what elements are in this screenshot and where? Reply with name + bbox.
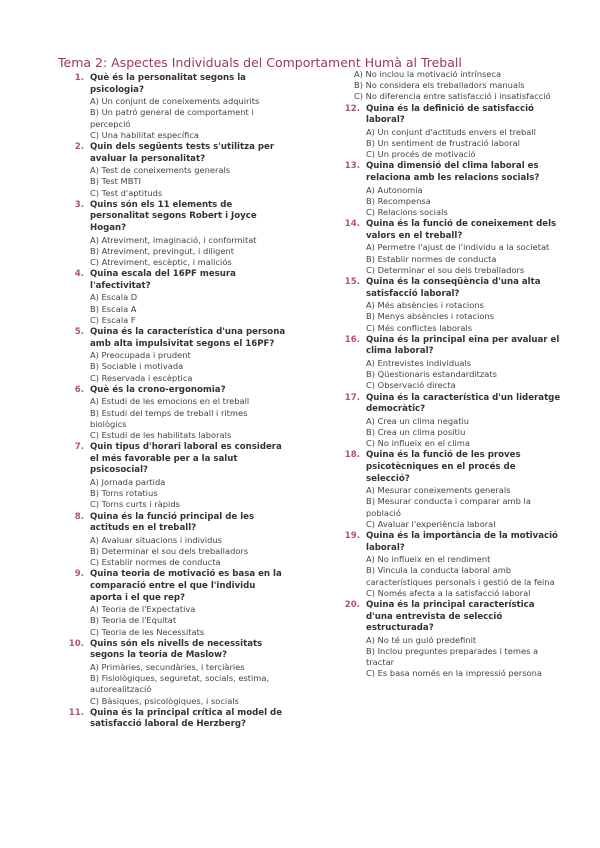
- question-body: [366, 104, 562, 161]
- answer-option: B) Menys absències i rotacions: [366, 311, 495, 322]
- question-item: [58, 269, 286, 326]
- question-body: [90, 142, 286, 199]
- question-body: [366, 219, 562, 276]
- answer-option: B) Escala A: [90, 303, 137, 314]
- question-body: [366, 277, 562, 334]
- question-continuation: [334, 69, 562, 103]
- question-text: Quins són els 11 elements de personalitat segons Robert i Joyce Hogan?: [90, 199, 257, 233]
- right-column: [334, 69, 562, 681]
- question-body: [366, 335, 562, 392]
- answer-option: A) Entrevistes individuals: [366, 357, 472, 368]
- question-text: Quins són els nivells de necessitats segons la teoria de Maslow?: [90, 638, 263, 661]
- answer-option: B) Crea un clima positiu: [366, 426, 466, 437]
- answer-option: A) Autonomia: [366, 184, 423, 195]
- answer-option: C) Teoria de les Necessitats: [90, 626, 205, 637]
- question-number: 18.: [344, 450, 360, 461]
- answer-option: C) Escala F: [90, 314, 136, 325]
- answer-option: B) Teoria de l'Equitat: [90, 615, 177, 626]
- answer-option: C) Determinar el sou dels treballadors: [366, 264, 525, 275]
- question-text: Quina és la funció de coneixement dels valors en el treball?: [366, 219, 557, 241]
- question-number: 6.: [74, 384, 84, 395]
- question-body: [90, 200, 286, 268]
- answer-option: A) Jornada partida: [90, 476, 166, 487]
- question-text: Quina és la característica d'una persona amb alta impulsivitat segons el 16PF?: [90, 326, 286, 349]
- answer-option: B) No considera els treballadors manuals: [354, 80, 525, 91]
- answer-option: C) Més conflictes laborals: [366, 322, 473, 333]
- answer-option: A) Preocupada i prudent: [90, 350, 191, 361]
- question-number: 8.: [74, 511, 84, 522]
- question-text: Quina és la definició de satisfacció laboral?: [366, 103, 534, 126]
- answer-option: C) Avaluar l'experiència laboral: [366, 518, 496, 529]
- answer-option: C) Observació directa: [366, 380, 456, 391]
- question-body: [90, 639, 286, 707]
- question-text: Quin dels següents tests s'utilitza per avaluar la personalitat?: [90, 142, 275, 164]
- answer-option: C) Reservada i escèptica: [90, 372, 193, 383]
- question-number: 5.: [74, 326, 84, 337]
- question-text: Quina dimensió del clima laboral es relaciona amb les relacions socials?: [366, 161, 540, 183]
- question-text: Quina és la conseqüència d'una alta satisfacció laboral?: [366, 277, 541, 299]
- question-text: Quina és la característica d'un lideratge democràtic?: [366, 392, 561, 415]
- question-body: [90, 512, 286, 569]
- question-item: [334, 219, 562, 276]
- question-body: [366, 161, 562, 218]
- question-text: Quin tipus d'horari laboral es considera el més favorable per a la salut psicosocial?: [90, 442, 282, 476]
- answer-option: A) Crea un clima negatiu: [366, 415, 470, 426]
- question-item: [334, 104, 562, 161]
- answer-option: B) Sociable i motivada: [90, 361, 184, 372]
- answer-option: B) Qüestionaris estandarditzats: [366, 369, 497, 380]
- answer-option: A) Teoria de l'Expectativa: [90, 604, 196, 615]
- answer-option: A) No té un guió predefinit: [366, 634, 477, 645]
- question-number: 9.: [74, 569, 84, 580]
- answer-option: A) Mesurar coneixements generals: [366, 485, 511, 496]
- answer-option: C) Un procés de motivació: [366, 149, 476, 160]
- answer-option: B) Atreviment, previngut, i diligent: [90, 245, 235, 256]
- answer-option: A) No inclou la motivació intrínseca: [354, 69, 502, 79]
- question-number: 4.: [74, 269, 84, 280]
- question-item: [334, 161, 562, 218]
- answer-option: C) Relacions socials: [366, 207, 448, 217]
- document-title: Tema 2: Aspectes Individuals del Comportament Humà al Treball: [58, 55, 462, 70]
- question-body: [90, 73, 286, 141]
- answer-option: A) Test de coneixements generals: [90, 165, 231, 176]
- answer-option: C) Test d'aptituds: [90, 187, 163, 198]
- answer-option: B) Establir normes de conducta: [366, 253, 497, 264]
- question-item: [334, 600, 562, 680]
- question-item: [58, 327, 286, 384]
- answer-option: B) Mesurar conducta i comparar amb la població: [366, 496, 531, 518]
- question-item: [58, 708, 286, 731]
- question-item: [58, 142, 286, 199]
- question-item: [58, 569, 286, 637]
- answer-option: C) Bàsiques, psicològiques, i socials: [90, 695, 239, 706]
- answer-option: A) Atreviment, imaginació, i conformitat: [90, 234, 257, 245]
- question-text: Quina teoria de motivació es basa en la comparació entre el que l'individu aporta i el que rep?: [90, 569, 282, 603]
- answer-option: C) Estudi de les habilitats laborals: [90, 429, 232, 440]
- answer-option: B) Torns rotatius: [90, 488, 158, 499]
- answer-option: B) Recompensa: [366, 195, 431, 206]
- answer-option: A) Escala D: [90, 292, 138, 303]
- question-item: [334, 531, 562, 599]
- question-body: [90, 708, 286, 731]
- question-text: Quina és la principal crítica al model de satisfacció laboral de Herzberg?: [90, 707, 283, 730]
- question-body: [90, 385, 286, 441]
- question-text: Quina és la funció de les proves psicotècniques en el procés de selecció?: [366, 450, 521, 484]
- question-number: 19.: [344, 530, 360, 541]
- answer-option: B) Inclou preguntes preparades i temes a tractar: [366, 645, 539, 668]
- question-number: 10.: [68, 638, 84, 649]
- answer-option: A) Permetre l'ajust de l'individu a la societat: [366, 242, 550, 253]
- answer-option: C) No diferencia entre satisfacció i insatisfacció: [354, 91, 551, 102]
- question-item: [58, 200, 286, 268]
- question-number: 13.: [344, 161, 360, 172]
- answer-option: A) No influeix en el rendiment: [366, 554, 491, 565]
- question-item: [58, 385, 286, 441]
- question-number: 2.: [74, 142, 84, 152]
- question-text: Què és la personalitat segons la psicologia?: [90, 73, 246, 95]
- left-column: [58, 73, 286, 732]
- question-item: [58, 639, 286, 707]
- question-number: 14.: [344, 219, 360, 230]
- question-body: [366, 531, 562, 599]
- answer-option: B) Estudi del temps de treball i ritmes biològics: [90, 407, 248, 429]
- question-number: 20.: [344, 599, 360, 610]
- question-text: Quina és la principal característica d'una entrevista de selecció estructurada?: [366, 599, 535, 634]
- answer-option: C) Establir normes de conducta: [90, 557, 221, 568]
- answer-option: C) Es basa només en la impressió persona: [366, 668, 542, 679]
- answer-option: B) Vincula la conducta laboral amb característiques personals i gestió de la feina: [366, 565, 555, 587]
- question-body: [366, 600, 562, 680]
- answer-option: B) Determinar el sou dels treballadors: [90, 545, 249, 556]
- question-number: 7.: [74, 442, 84, 453]
- answer-option: C) No influeix en el clima: [366, 438, 470, 449]
- question-number: 3.: [74, 199, 84, 210]
- question-text: Quina escala del 16PF mesura l'afectivitat?: [90, 269, 236, 291]
- answer-option: C) Torns curts i ràpids: [90, 499, 180, 510]
- question-body: [90, 269, 286, 326]
- answer-option: C) Només afecta a la satisfacció laboral: [366, 587, 531, 598]
- question-number: 15.: [344, 277, 360, 287]
- answer-option: B) Un sentiment de frustració laboral: [366, 138, 520, 148]
- question-body: [90, 569, 286, 637]
- question-text: Quina és la importància de la motivació laboral?: [366, 530, 558, 553]
- question-number: 12.: [344, 103, 360, 114]
- question-body: [366, 393, 562, 450]
- question-number: 11.: [68, 707, 84, 718]
- answer-option: C) Atreviment, escèptic, i maliciós: [90, 256, 232, 267]
- question-text: Quina és la funció principal de les actituds en el treball?: [90, 511, 255, 534]
- question-item: [334, 277, 562, 334]
- question-text: Què és la crono-ergonomia?: [90, 384, 226, 395]
- question-body: [90, 442, 286, 510]
- question-body: [366, 450, 562, 530]
- answer-option: A) Avaluar situacions i individus: [90, 534, 222, 545]
- question-number: 17.: [344, 392, 360, 403]
- answer-option: A) Estudi de les emocions en el treball: [90, 396, 250, 407]
- question-item: [334, 450, 562, 530]
- question-text: Quina és la principal eina per avaluar el clima laboral?: [366, 334, 560, 357]
- question-item: [334, 335, 562, 392]
- answer-option: B) Test MBTI: [90, 176, 141, 187]
- answer-option: B) Un patró general de comportament i percepció: [90, 107, 254, 129]
- question-body: [334, 69, 562, 103]
- answer-option: A) Un conjunt de coneixements adquirits: [90, 96, 260, 107]
- question-body: [90, 327, 286, 384]
- answer-option: A) Primàries, secundàries, i terciàries: [90, 661, 245, 672]
- question-number: 1.: [74, 73, 84, 83]
- answer-option: A) Més absències i rotacions: [366, 300, 484, 311]
- question-item: [58, 73, 286, 141]
- question-item: [58, 442, 286, 510]
- question-number: 16.: [344, 334, 360, 345]
- question-item: [58, 512, 286, 569]
- answer-option: C) Una habilitat específica: [90, 129, 200, 140]
- question-item: [334, 393, 562, 450]
- answer-option: B) Fisiològiques, seguretat, socials, estima, autorealització: [90, 673, 270, 695]
- answer-option: A) Un conjunt d'actituds envers el treball: [366, 126, 536, 137]
